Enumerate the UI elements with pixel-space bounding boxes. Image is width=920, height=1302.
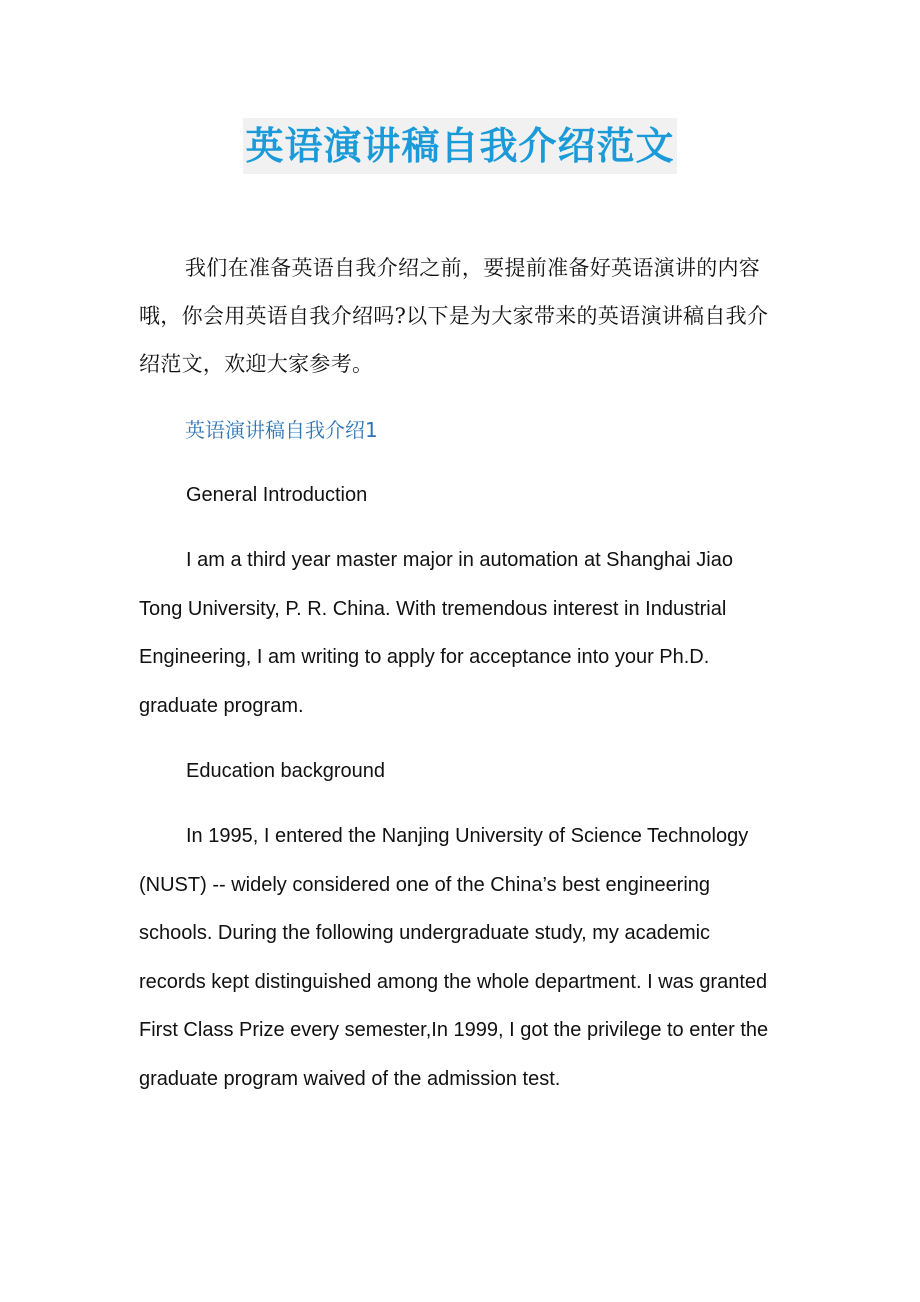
general-intro-label: General Introduction [186, 484, 368, 506]
title-container [0, 118, 920, 174]
intro-paragraph: 我们在准备英语自我介绍之前，要提前准备好英语演讲的内容哦，你会用英语自我介绍吗?以下是为大家带来的英语演讲稿自我介绍范文，欢迎大家参考。 [139, 256, 769, 376]
education-paragraph: In 1995, I entered the Nanjing University of Science Technology (NUST) -- widely considered one of the China’s best engineering schools. During the following undergraduate study, my academic records kept distinguished among the whole department. I was granted First Class Prize every semester,In 1999, I got the privilege to enter the graduate program waived of the admission test. [139, 825, 769, 1090]
education-label: Education background [186, 760, 386, 782]
section-heading: 英语演讲稿自我介绍1 [185, 418, 378, 442]
document-title: 英语演讲稿自我介绍范文 [243, 118, 676, 174]
general-intro-paragraph: I am a third year master major in automation at Shanghai Jiao Tong University, P. R. China. With tremendous interest in Industrial Engineering, I am writing to apply for acceptance into your Ph.D. graduate program. [139, 549, 733, 717]
